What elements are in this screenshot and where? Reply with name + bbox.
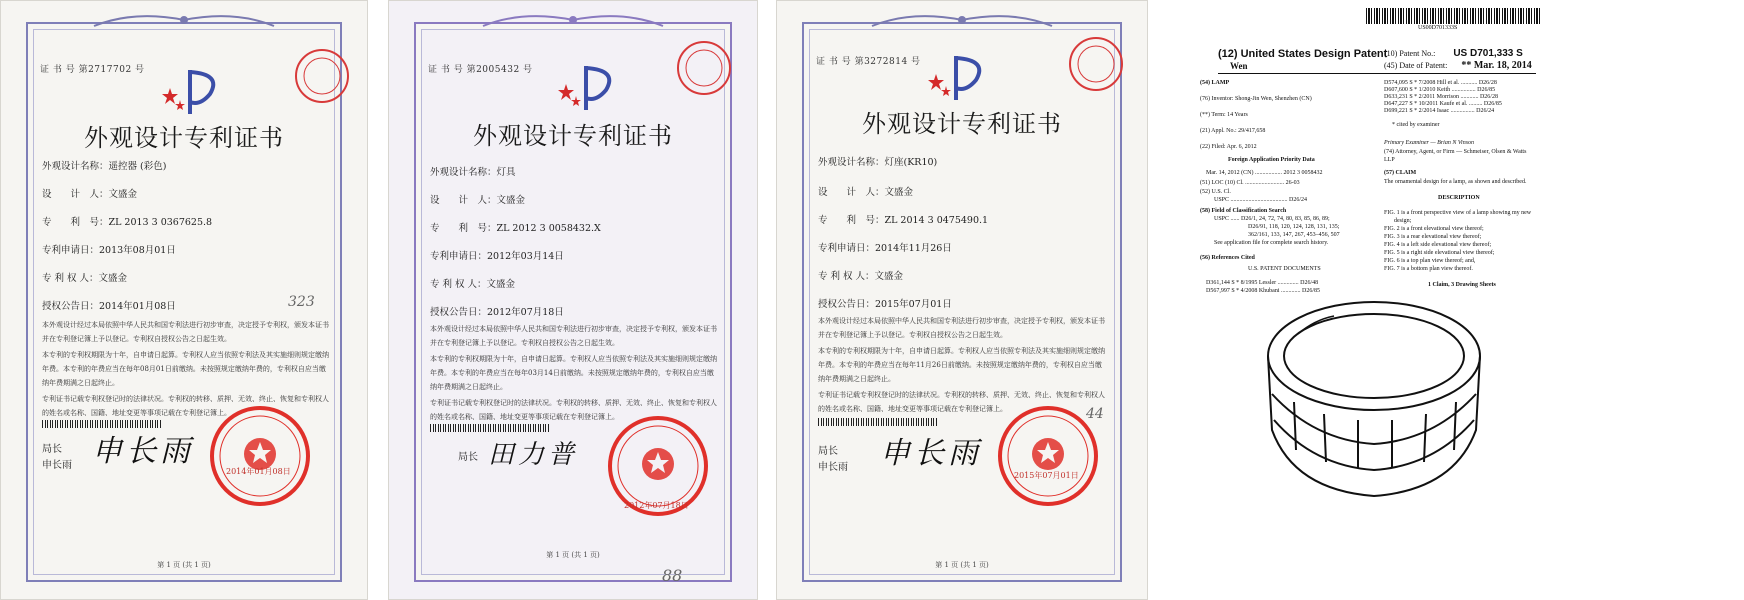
- field-21: (21) Appl. No.: 29/417,658: [1200, 128, 1266, 134]
- sipo-logo-icon: [160, 64, 230, 120]
- page-indicator: 第 1 页 (共 1 页): [935, 561, 989, 569]
- field-58-line-2: D26/91, 118, 120, 124, 128, 131, 135;: [1248, 224, 1340, 230]
- patent-number-line: (10) Patent No.: US D701,333 S: [1384, 48, 1523, 59]
- certificate-number: 证 书 号 第3272814 号: [816, 57, 921, 67]
- director-name: 申长雨: [42, 460, 72, 471]
- patent-number: 专 利 号：ZL 2014 3 0475490.1: [818, 215, 989, 226]
- reference-2: D567,997 S * 4/2008 Khubani ............. D26/85: [1206, 288, 1320, 294]
- field-foreign-priority: Foreign Application Priority Data: [1228, 157, 1315, 163]
- director-label: 局长: [42, 444, 62, 455]
- registration-stamp-icon: [292, 46, 352, 106]
- patent-number: 专 利 号：ZL 2012 3 0058432.X: [430, 223, 601, 234]
- grant-date: 授权公告日：2015年07月01日: [818, 299, 952, 310]
- field-22: (22) Filed: Apr. 6, 2012: [1200, 144, 1257, 150]
- certificate-3: [776, 0, 1148, 600]
- field-52: (52) U.S. Cl.: [1200, 189, 1231, 195]
- description-fig-2: FIG. 2 is a front elevational view thereof;: [1384, 226, 1484, 232]
- page-indicator: 第 1 页 (共 1 页): [546, 551, 600, 559]
- attorney: (74) Attorney, Agent, or Firm — Schmeiser, Olsen & Watts: [1384, 149, 1527, 155]
- description-fig-3: FIG. 3 is a rear elevational view thereof;: [1384, 234, 1482, 240]
- director-signature: 田力普: [488, 440, 579, 470]
- patent-number: US D701,333 S: [1453, 48, 1523, 59]
- description-heading: DESCRIPTION: [1438, 195, 1480, 201]
- registration-stamp-icon: [1066, 34, 1126, 94]
- field-54: (54) LAMP: [1200, 80, 1230, 86]
- reference-5: D633,231 S * 2/2011 Morrison ............ D26/28: [1384, 94, 1498, 100]
- field-56: (56) References Cited: [1200, 255, 1255, 261]
- reference-4: D607,600 S * 1/2010 Keith ................ D26/85: [1384, 87, 1496, 93]
- registration-stamp-icon: [674, 38, 734, 98]
- director-name: 申长雨: [818, 462, 848, 473]
- design-name: 外观设计名称：遥控器 (彩色): [42, 161, 167, 172]
- description-fig-5: FIG. 5 is a right side elevational view thereof;: [1384, 250, 1495, 256]
- certificate-paragraph-3: 专利证书记载专利权登记时的法律状况。专利权的转移、质押、无效、终止、恢复和专利权人的姓名或名称、国籍、地址变更等事项记载在专利登记簿上。: [42, 395, 329, 417]
- designer: 设 计 人：文盛金: [818, 187, 914, 198]
- barcode-number: US00D701333S: [1418, 25, 1458, 31]
- certificate-2: [388, 0, 758, 600]
- claim-text: The ornamental design for a lamp, as shown and described.: [1384, 179, 1527, 185]
- handwritten-note: 44: [1086, 406, 1104, 422]
- field-58-line-1: USPC ...... D26/1, 24, 72, 74, 80, 83, 85, 86, 89;: [1214, 216, 1330, 222]
- certificate-paragraph-3: 专利证书记载专利权登记时的法律状况。专利权的转移、质押、无效、终止、恢复和专利权人的姓名或名称、国籍、地址变更等事项记载在专利登记簿上。: [430, 399, 717, 421]
- lamp-drawing-icon: [1254, 290, 1494, 510]
- inventor-surname: Wen: [1230, 61, 1248, 71]
- us-design-patent: [1166, 0, 1744, 600]
- certificate-paragraph-1: 本外观设计经过本局依照中华人民共和国专利法进行初步审查，决定授予专利权，颁发本证书并在专利登记簿上予以登记。专利权自授权公告之日起生效。: [430, 325, 717, 347]
- handwritten-note: 323: [288, 294, 315, 310]
- filing-date: 专利申请日：2014年11月26日: [818, 243, 952, 254]
- certificate-1: [0, 0, 368, 600]
- field-52-uspc: USPC ...................................... D26/24: [1214, 197, 1308, 203]
- designer: 设 计 人：文盛金: [42, 189, 138, 200]
- field-58-note: See application file for complete search history.: [1214, 240, 1329, 246]
- patent-number: 专 利 号：ZL 2013 3 0367625.8: [42, 217, 213, 228]
- field-51: (51) LOC (10) Cl. .......................... 26-03: [1200, 180, 1300, 186]
- field-58: (58) Field of Classification Search: [1200, 208, 1287, 214]
- grant-date: 授权公告日：2014年01月08日: [42, 301, 176, 312]
- patent-date: ** Mar. 18, 2014: [1461, 60, 1532, 71]
- certificate-title: 外观设计专利证书: [473, 122, 673, 150]
- certificate-paragraph-3: 专利证书记载专利权登记时的法律状况。专利权的转移、质押、无效、终止、恢复和专利权人的姓名或名称、国籍、地址变更等事项记载在专利登记簿上。: [818, 391, 1105, 413]
- official-seal-icon: [208, 404, 312, 508]
- claim-heading: (57) CLAIM: [1384, 170, 1417, 176]
- certificate-paragraph-1: 本外观设计经过本局依照中华人民共和国专利法进行初步审查，决定授予专利权，颁发本证书并在专利登记簿上予以登记。专利权自授权公告之日起生效。: [42, 321, 329, 343]
- director-label: 局长: [458, 452, 478, 463]
- design-name: 外观设计名称：灯座(KR10): [818, 157, 938, 168]
- certificate-number: 证 书 号 第2717702 号: [40, 65, 145, 75]
- cited-by-examiner: * cited by examiner: [1392, 122, 1440, 128]
- description-fig-4: FIG. 4 is a left side elevational view thereof;: [1384, 242, 1492, 248]
- director-signature: 申长雨: [92, 434, 194, 469]
- claims-sheets: 1 Claim, 3 Drawing Sheets: [1428, 282, 1496, 288]
- seal-date: 2015年07月01日: [1014, 471, 1079, 480]
- field-30: Mar. 14, 2012 (CN) .................. 2012 3 0058432: [1206, 170, 1323, 176]
- description-fig-1-cont: design;: [1394, 218, 1412, 224]
- patent-type-heading: (12) United States Design Patent: [1218, 48, 1388, 60]
- patentee: 专 利 权 人：文盛金: [430, 279, 516, 290]
- filing-date: 专利申请日：2013年08月01日: [42, 245, 176, 256]
- ornament-icon: [84, 8, 284, 32]
- field-76: (76) Inventor: Shong-Jin Wen, Shenzhen (CN): [1200, 96, 1312, 102]
- certificate-paragraph-1: 本外观设计经过本局依照中华人民共和国专利法进行初步审查，决定授予专利权，颁发本证书并在专利登记簿上予以登记。专利权自授权公告之日起生效。: [818, 317, 1105, 339]
- design-name: 外观设计名称：灯具: [430, 167, 516, 178]
- filing-date: 专利申请日：2012年03月14日: [430, 251, 564, 262]
- barcode: [430, 424, 550, 432]
- patent-barcode: [1366, 8, 1542, 24]
- reference-7: D699,221 S * 2/2014 Isaac ................ D26/24: [1384, 108, 1495, 114]
- designer: 设 计 人：文盛金: [430, 195, 526, 206]
- ornament-icon: [862, 8, 1062, 32]
- official-seal-icon: [996, 404, 1100, 508]
- patentee: 专 利 权 人：文盛金: [42, 273, 128, 284]
- certificate-paragraph-2: 本专利的专利权期限为十年，自申请日起算。专利权人应当依照专利法及其实施细则规定缴纳年费。本专利的年费应当在每年08月01日前缴纳。未按照规定缴纳年费的，专利权自应当缴纳年费期满之日起终止。: [42, 351, 329, 387]
- reference-1: D361,144 S * 8/1995 Lessler .............. D26/48: [1206, 280, 1319, 286]
- description-fig-1: FIG. 1 is a front perspective view of a lamp showing my new: [1384, 210, 1532, 216]
- certificate-number: 证 书 号 第2005432 号: [428, 65, 533, 75]
- description-fig-6: FIG. 6 is a top plan view thereof; and,: [1384, 258, 1476, 264]
- grant-date: 授权公告日：2012年07月18日: [430, 307, 564, 318]
- handwritten-note: 88: [662, 566, 683, 585]
- director-label: 局长: [818, 446, 838, 457]
- field-58-line-3: 362/161, 133, 147, 267, 453–456, 507: [1248, 232, 1340, 238]
- us-patent-documents-heading: U.S. PATENT DOCUMENTS: [1248, 266, 1321, 272]
- page-indicator: 第 1 页 (共 1 页): [157, 561, 211, 569]
- sipo-logo-icon: [926, 50, 996, 106]
- seal-date: 2012年07月18日: [624, 501, 689, 510]
- patent-date-line: (45) Date of Patent: ** Mar. 18, 2014: [1384, 60, 1532, 71]
- seal-date: 2014年01月08日: [226, 467, 291, 476]
- sipo-logo-icon: [556, 60, 626, 116]
- primary-examiner: Primary Examiner — Brian N Vinson: [1384, 140, 1475, 146]
- heading-divider: [1218, 73, 1536, 74]
- barcode: [818, 418, 938, 426]
- description-fig-7: FIG. 7 is a bottom plan view thereof.: [1384, 266, 1473, 272]
- field-term: (**) Term: 14 Years: [1200, 112, 1248, 118]
- certificate-title: 外观设计专利证书: [862, 110, 1062, 138]
- director-signature: 申长雨: [880, 436, 982, 471]
- reference-6: D647,227 S * 10/2011 Kaufe et al. ......... D26/85: [1384, 101, 1502, 107]
- ornament-icon: [473, 8, 673, 32]
- attorney-cont: LLP: [1384, 157, 1395, 163]
- reference-3: D574,095 S * 7/2008 Hill et al. ........... D26/28: [1384, 80, 1497, 86]
- certificate-paragraph-2: 本专利的专利权期限为十年，自申请日起算。专利权人应当依照专利法及其实施细则规定缴纳年费。本专利的年费应当在每年03月14日前缴纳。未按照规定缴纳年费的，专利权自应当缴纳年费期满之日起终止。: [430, 355, 717, 391]
- patentee: 专 利 权 人：文盛金: [818, 271, 904, 282]
- certificate-title: 外观设计专利证书: [84, 124, 284, 152]
- certificate-paragraph-2: 本专利的专利权期限为十年，自申请日起算。专利权人应当依照专利法及其实施细则规定缴纳年费。本专利的年费应当在每年11月26日前缴纳。未按照规定缴纳年费的，专利权自应当缴纳年费期满之日起终止。: [818, 347, 1105, 383]
